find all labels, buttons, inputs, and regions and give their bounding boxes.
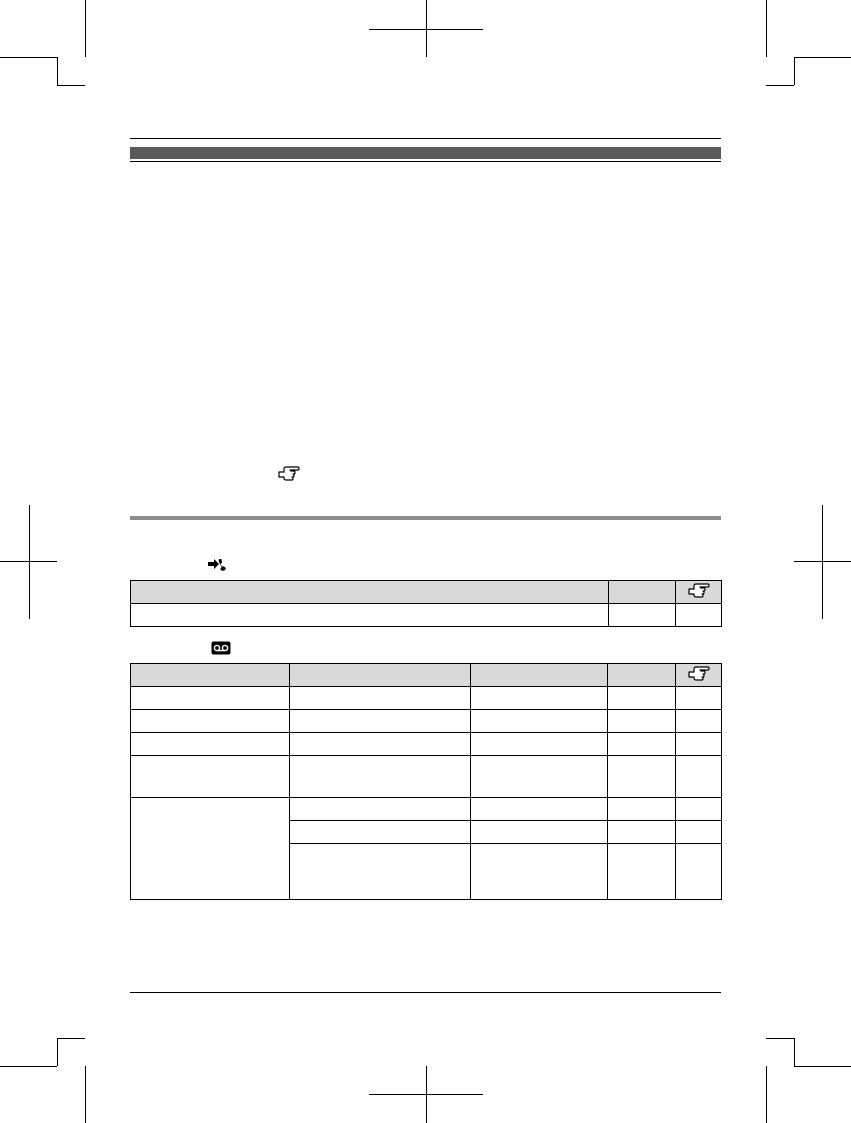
header-cell [131,664,290,687]
table-cell [608,844,676,900]
table-cell [608,687,676,710]
header-cell [131,581,609,604]
table-row [131,604,722,627]
pointing-hand-icon [688,666,710,682]
table-cell [131,687,290,710]
table-cell [676,733,722,756]
table-cell [471,687,608,710]
table-cell [608,733,676,756]
table-cell [676,687,722,710]
header-cell [471,664,608,687]
table-cell [131,604,609,627]
table-cell [609,604,676,627]
header-cell [608,664,676,687]
table-cell [471,710,608,733]
header-reference-cell [676,664,722,687]
footer-rule [130,992,721,993]
table-row [131,687,722,710]
table-header-row [131,581,722,604]
top-rule [130,138,721,139]
table-row [131,798,722,821]
pointing-hand-icon [688,583,710,599]
table-cell [290,733,471,756]
answering-system-table [130,663,722,900]
header-cell [290,664,471,687]
table-cell [471,733,608,756]
intercom-table [130,580,722,627]
table-row [131,710,722,733]
table-cell [290,844,471,900]
header-cell [609,581,676,604]
voicemail-tape-icon [211,641,231,660]
table-cell [131,798,290,900]
section-header-bar [130,147,721,159]
header-underline [130,161,721,162]
phone-arrow-icon [207,557,227,578]
table-cell [676,710,722,733]
table-cell [131,756,290,798]
table-cell [608,821,676,844]
table-cell [608,756,676,798]
table-cell [676,821,722,844]
table-cell [131,733,290,756]
pointing-hand-icon [278,466,300,482]
section-divider-bar [130,516,721,520]
header-reference-cell [676,581,722,604]
table-cell [290,798,471,821]
table-cell [608,710,676,733]
table-cell [676,756,722,798]
table-cell [471,821,608,844]
table-cell [676,798,722,821]
table-cell [131,710,290,733]
table-cell [290,710,471,733]
table-cell [608,798,676,821]
table-cell [471,756,608,798]
table-cell [676,844,722,900]
table-cell [290,687,471,710]
table-cell [471,798,608,821]
table-header-row [131,664,722,687]
table-cell [471,844,608,900]
table-row [131,756,722,798]
table-cell [290,756,471,798]
table-row [131,733,722,756]
table-cell [676,604,722,627]
table-cell [290,821,471,844]
